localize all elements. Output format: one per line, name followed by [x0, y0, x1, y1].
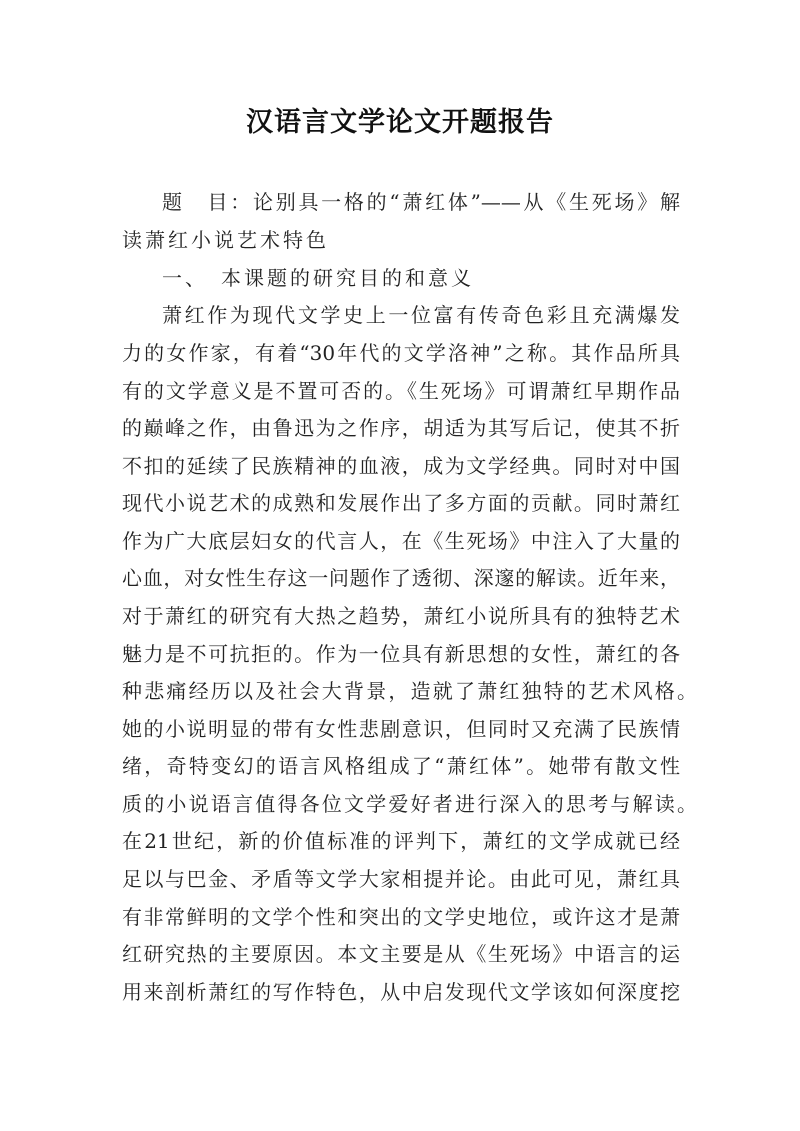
paragraph-line: 有非常鲜明的文学个性和突出的文学史地位，或许这才是萧: [122, 905, 680, 929]
topic-line-cont: 读萧红小说艺术特色: [122, 228, 329, 252]
paragraph-line: 绪，奇特变幻的语言风格组成了“萧红体”。她带有散文性: [122, 754, 680, 778]
paragraph-line: 红研究热的主要原因。本文主要是从《生死场》中语言的运: [122, 942, 680, 966]
section-heading: 一、 本课题的研究目的和意义: [162, 266, 474, 290]
paragraph-line: 种悲痛经历以及社会大背景，造就了萧红独特的艺术风格。: [122, 679, 697, 703]
paragraph-line: 对于萧红的研究有大热之趋势，萧红小说所具有的独特艺术: [122, 604, 680, 628]
paragraph-line: 质的小说语言值得各位文学爱好者进行深入的思考与解读。: [122, 792, 697, 816]
paragraph-line: 足以与巴金、矛盾等文学大家相提并论。由此可见，萧红具: [122, 867, 680, 891]
paragraph-line: 作为广大底层妇女的代言人，在《生死场》中注入了大量的: [122, 529, 680, 553]
paragraph-line: 的巅峰之作，由鲁迅为之作序，胡适为其写后记，使其不折: [122, 416, 680, 440]
topic-line: 题 目：论别具一格的“萧红体”——从《生死场》解: [162, 190, 680, 214]
paragraph-line: 不扣的延续了民族精神的血液，成为文学经典。同时对中国: [122, 454, 680, 478]
paragraph-line: 心血，对女性生存这一问题作了透彻、深邃的解读。近年来，: [122, 566, 680, 590]
paragraph-line: 她的小说明显的带有女性悲剧意识，但同时又充满了民族情: [122, 717, 680, 741]
paragraph-line: 现代小说艺术的成熟和发展作出了多方面的贡献。同时萧红: [122, 491, 680, 515]
paragraph-line: 萧红作为现代文学史上一位富有传奇色彩且充满爆发: [162, 303, 680, 327]
paragraph-line: 魅力是不可抗拒的。作为一位具有新思想的女性，萧红的各: [122, 642, 680, 666]
paragraph-line: 有的文学意义是不置可否的。《生死场》可谓萧红早期作品: [122, 379, 680, 403]
paragraph-line: 力的女作家，有着“30年代的文学洛神”之称。其作品所具: [122, 341, 680, 365]
paragraph-line: 用来剖析萧红的写作特色，从中启发现代文学该如何深度挖: [122, 980, 680, 1004]
document-title: 汉语言文学论文开题报告: [246, 107, 554, 138]
paragraph-line: 在21世纪，新的价值标准的评判下，萧红的文学成就已经: [122, 829, 680, 853]
